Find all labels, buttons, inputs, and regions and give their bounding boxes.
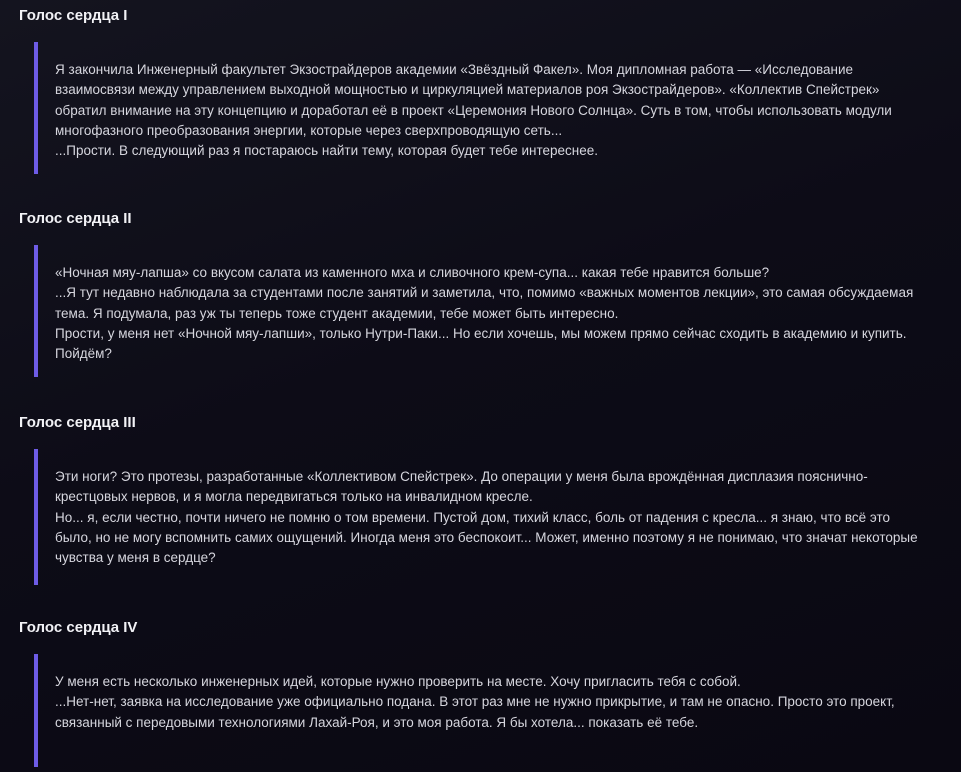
section-title: Голос сердца II	[19, 210, 132, 227]
quote-block	[34, 449, 934, 585]
section-title: Голос сердца III	[19, 414, 136, 431]
quote-text: Я закончила Инженерный факультет Экзострайдеров академии «Звёздный Факел». Моя дипломная работа — «Исследование взаимосвязи между управлением выходной мощностью и циркуляцией материалов роя Экзострайдеров». «Коллектив Спейстрек» обратил внимание на эту концепцию и доработал её в проект «Церемония Нового Солнца». Суть в том, чтобы использовать модули многофазного преобразования энергии, которые через сверхпроводящую сеть... ...Прости. В следующий раз я постараюсь найти тему, которая будет тебе интереснее.	[55, 62, 892, 159]
voice-section-3	[19, 414, 943, 566]
voice-section-4	[19, 619, 943, 730]
section-title: Голос сердца I	[19, 7, 128, 24]
quote-block	[34, 654, 934, 767]
quote-text: Эти ноги? Это протезы, разработанные «Коллективом Спейстрек». До операции у меня была врождённая дисплазия пояснично-крестцовых нервов, и я могла передвигаться только на инвалидном кресле. Но... я, если честно, почти ничего не помню о том времени. Пустой дом, тихий класс, боль от падения с кресла... я знаю, что всё это было, но не могу вспомнить самих ощущений. Иногда меня это беспокоит... Может, именно поэтому я не понимаю, что значат некоторые чувства у меня в сердце?	[55, 469, 918, 566]
voice-section-2	[19, 210, 943, 362]
quote-block	[34, 42, 934, 174]
voice-section-1	[19, 7, 943, 159]
quote-block	[34, 245, 934, 377]
section-title: Голос сердца IV	[19, 619, 138, 636]
quote-text: У меня есть несколько инженерных идей, которые нужно проверить на месте. Хочу пригласить тебя с собой. ...Нет-нет, заявка на исследование уже официально подана. В этот раз мне не нужно прикрытие, и там не опасно. Просто это проект, связанный с передовыми технологиями Лахай-Роя, и это моя работа. Я бы хотела... показать её тебе.	[55, 674, 895, 730]
quote-text: «Ночная мяу-лапша» со вкусом салата из каменного мха и сливочного крем-супа... какая тебе нравится больше? ...Я тут недавно наблюдала за студентами после занятий и заметила, что, помимо «важных моментов лекции», это самая обсуждаемая тема. Я подумала, раз уж ты теперь тоже студент академии, тебе может быть интересно. Прости, у меня нет «Ночной мяу-лапши», только Нутри-Паки... Но если хочешь, мы можем прямо сейчас сходить в академию и купить. Пойдём?	[55, 265, 914, 362]
